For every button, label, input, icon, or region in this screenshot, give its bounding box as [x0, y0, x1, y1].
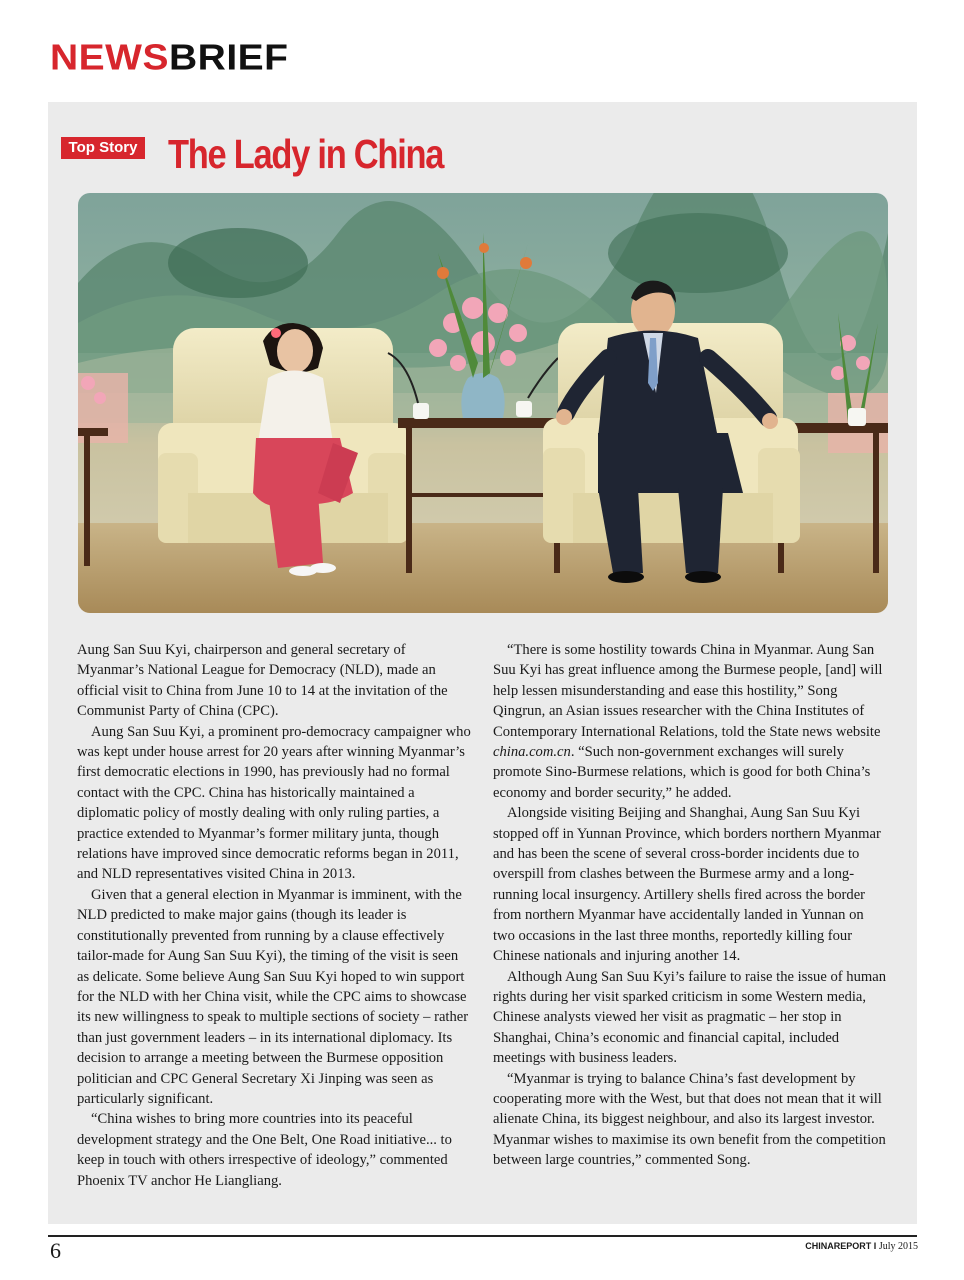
- footer-rule: [48, 1235, 917, 1237]
- masthead-news: NEWS: [50, 38, 169, 78]
- newsbrief-masthead: [50, 38, 289, 78]
- top-story-tag: Top Story: [61, 137, 145, 159]
- article-headline: The Lady in China: [168, 131, 444, 177]
- footer-separator: I: [873, 1241, 877, 1251]
- left-paragraph-4: “China wishes to bring more countries into its peaceful development strategy and the One Belt, One Road initiative... to keep in touch with others irrespective of ideology,” commented Phoenix TV anchor He Liangliang.: [77, 1111, 452, 1189]
- right-paragraph-1-start: “There is some hostility towards China in Myanmar. Aung San Suu Kyi has great influence among the Burmese people, [and] will help lessen misunderstanding and ease this hostility,” Song Qingrun, an Asian issues researcher with the China Institutes of Contemporary International Relations, told the State news website: [493, 642, 883, 740]
- website-name: china.com.cn: [493, 744, 571, 761]
- page-number: 6: [50, 1238, 61, 1263]
- article-photo: [78, 193, 888, 613]
- left-column: [77, 640, 473, 1191]
- masthead-brief: BRIEF: [169, 38, 289, 78]
- right-paragraph-3: Although Aung San Suu Kyi’s failure to raise the issue of human rights during her visit sparked criticism in some Western media, Chinese analysts viewed her visit as pragmatic – her stop in Shanghai, China’s economic and financial capital, included meetings with business leaders.: [493, 968, 886, 1067]
- right-paragraph-1: [493, 640, 889, 803]
- left-paragraph-2: Aung San Suu Kyi, a prominent pro-democracy campaigner who was kept under house arrest for 20 years after winning Myanmar’s first democratic elections in 1990, has previously had no formal contact with the CPC. China has historically maintained a diplomatic policy of mostly dealing with only ruling parties, a practice extended to Myanmar’s former military junta, though relations have improved since democratic reforms began in 2011, and NLD representatives visited China in 2013.: [77, 723, 471, 883]
- right-paragraph-4: “Myanmar is trying to balance China’s fast development by cooperating more with the West, but that does not mean that it will alienate China, its biggest neighbour, and also its largest investor. Myanmar wishes to maximise its own benefit from the competition between large countries,” commented Song.: [493, 1070, 886, 1169]
- right-paragraph-2: Alongside visiting Beijing and Shanghai, Aung San Suu Kyi stopped off in Yunnan Province, which borders northern Myanmar and has been the scene of several cross-border incidents due to overspill from clashes between the Burmese army and a long-running local insurgency. Artillery shells fired across the border from northern Myanmar have accidentally landed in Yunnan on two occasions in the last three months, reportedly killing four Chinese nationals and injuring another 14.: [493, 805, 881, 965]
- issue-date: July 2015: [878, 1241, 918, 1252]
- photo-meeting-image: [78, 193, 888, 613]
- publication-name: CHINAREPORT: [805, 1241, 872, 1251]
- left-paragraph-1: Aung San Suu Kyi, chairperson and general secretary of Myanmar’s National League for Democracy (NLD), made an official visit to China from June 10 to 14 at the invitation of the Communist Party of China (CPC).: [77, 642, 448, 720]
- right-paragraph-1-end: . “Such non-government exchanges will surely promote Sino-Burmese relations, which is good for both China’s economy and border security,” he added.: [493, 744, 871, 801]
- left-paragraph-3: Given that a general election in Myanmar is imminent, with the NLD predicted to make major gains (though its leader is constitutionally prevented from running by a clause effectively tailor-made for Aung San Suu Kyi), the timing of the visit is seen as delicate. Some believe Aung San Suu Kyi hoped to win support for the NLD with her China visit, while the CPC aims to showcase its new willingness to speak to multiple sections of society – rather than just government leaders – in its international diplomacy. Its decision to arrange a meeting between the Burmese opposition politician and CPC General Secretary Xi Jinping was seen as particularly significant.: [77, 886, 469, 1107]
- right-column: [493, 640, 889, 1171]
- footer-publication: [805, 1241, 918, 1252]
